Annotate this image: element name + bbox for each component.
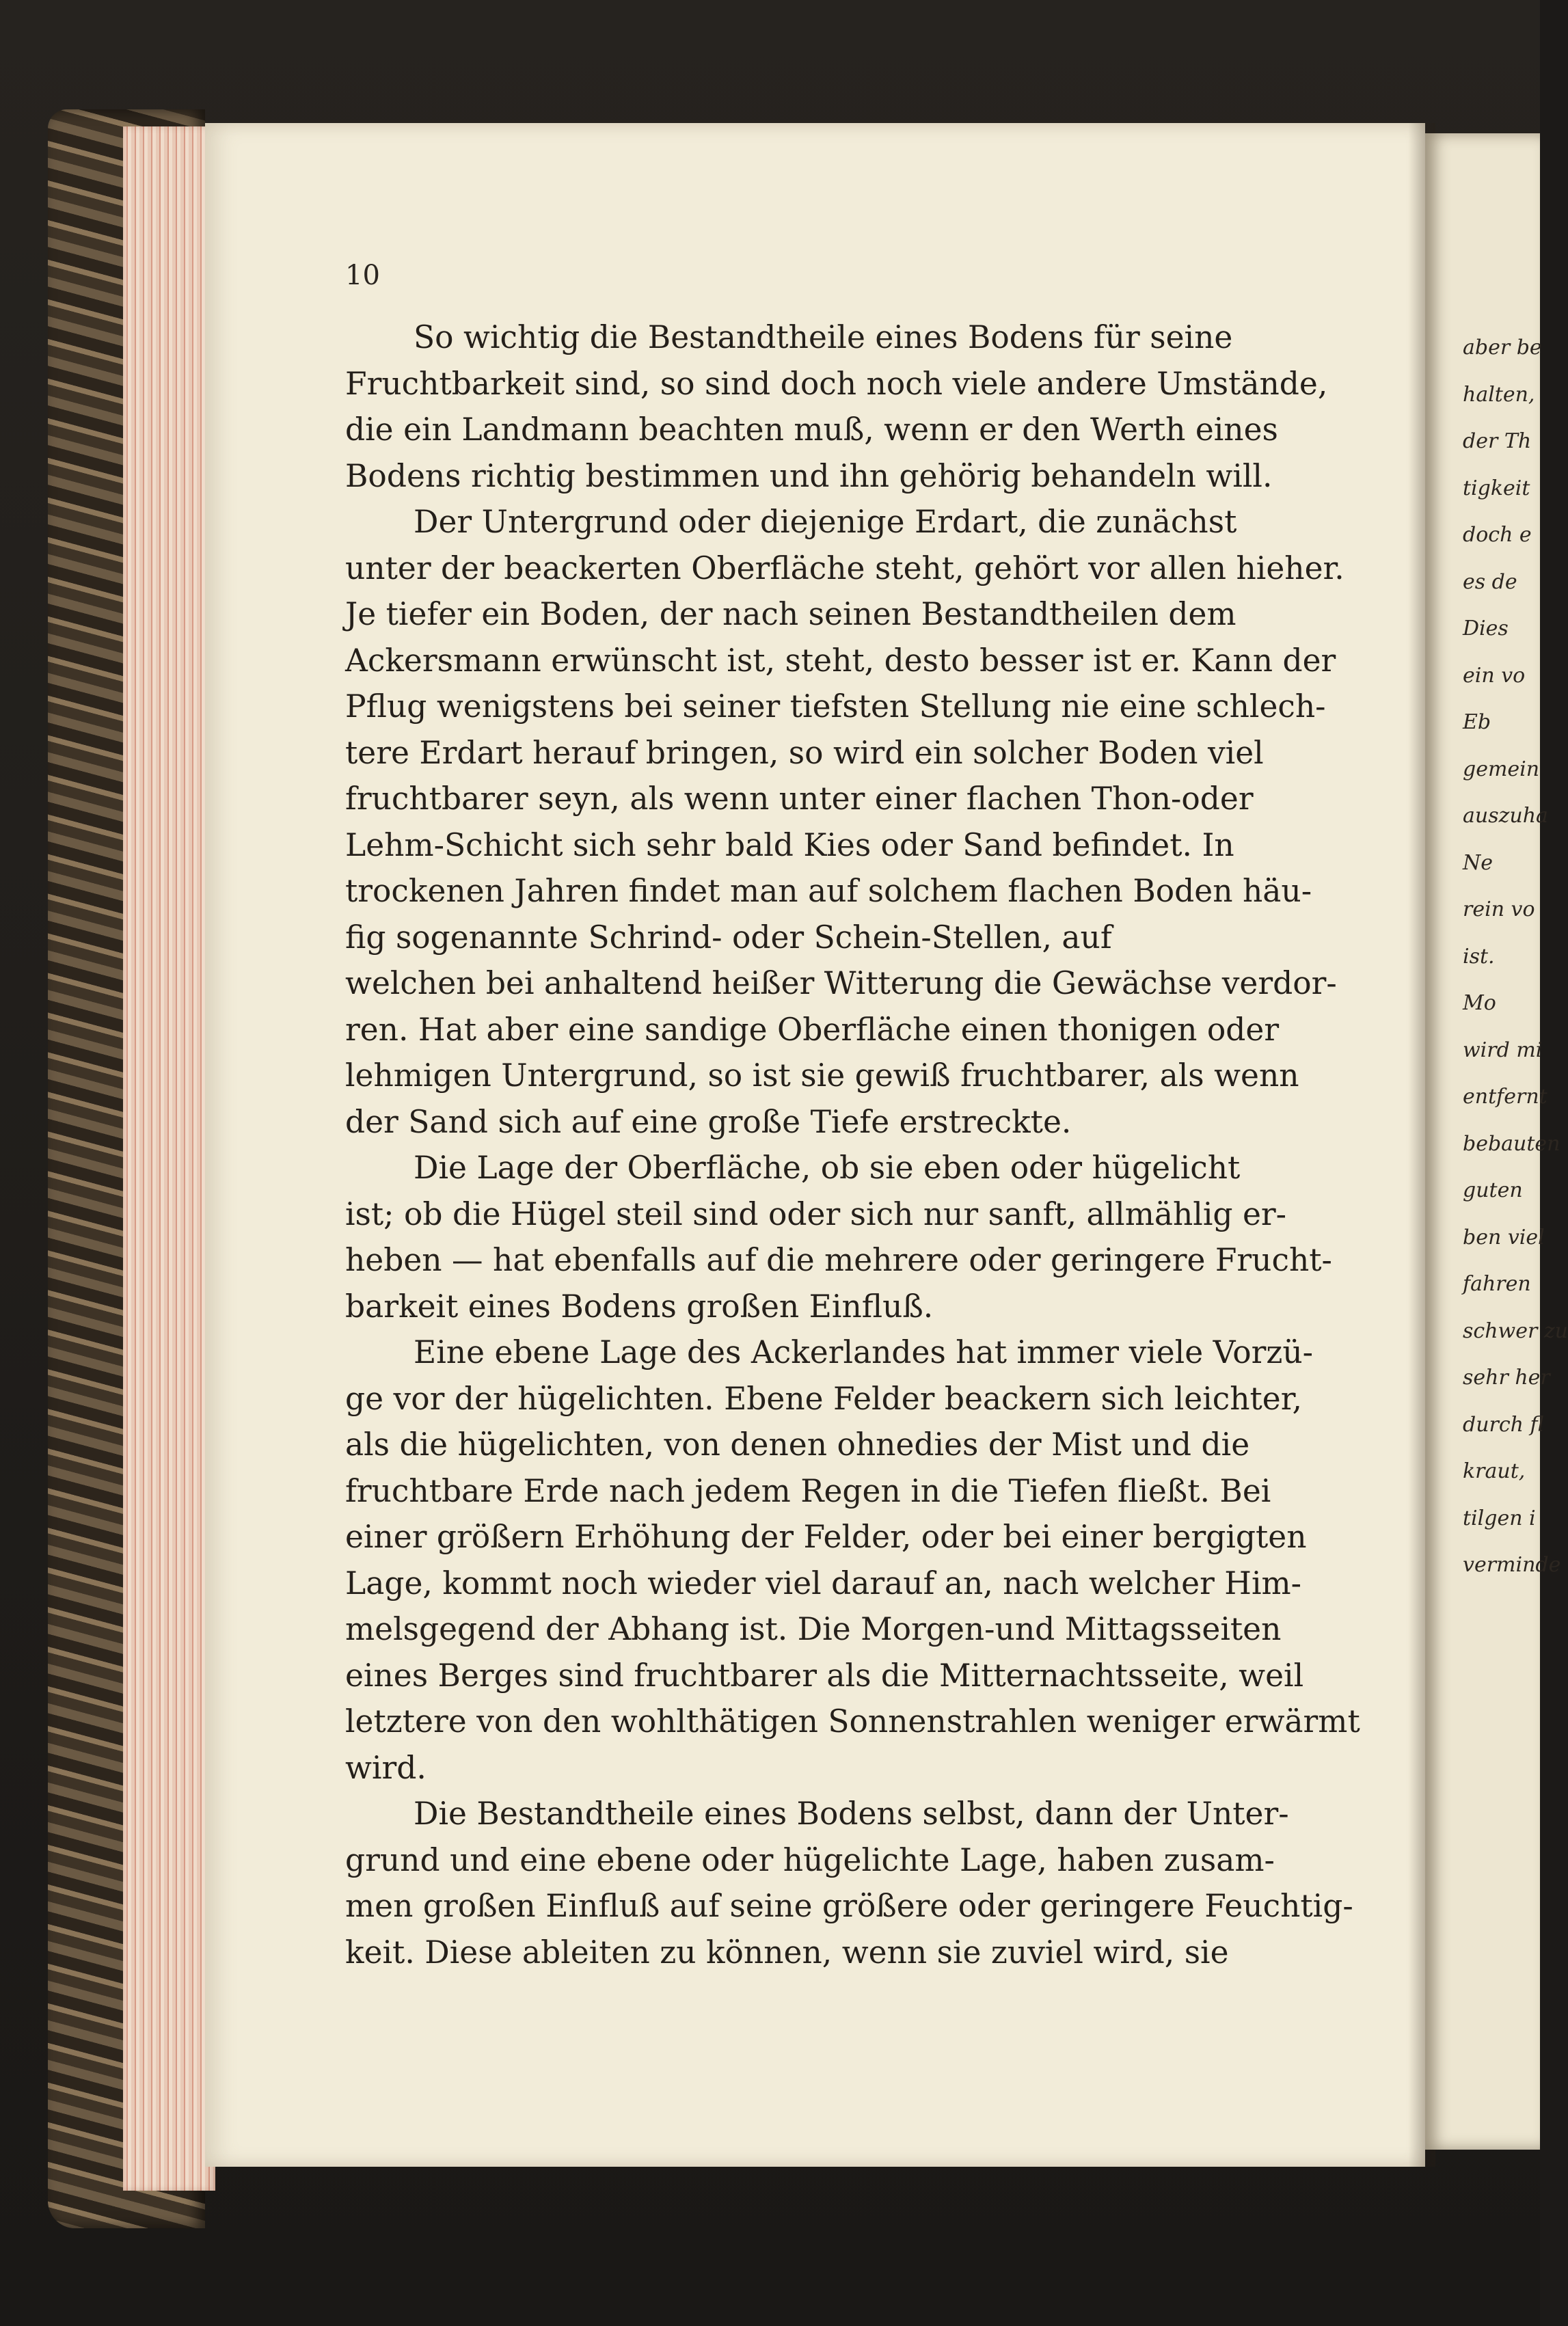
fragment-line: tilgen i xyxy=(1463,1506,1536,1530)
page-edges xyxy=(123,126,215,2191)
fragment-line: der Th xyxy=(1463,429,1532,453)
fragment-line: entfernt xyxy=(1463,1085,1547,1109)
text-line: Die Bestandtheile eines Bodens selbst, dann der Unter- xyxy=(414,1796,1289,1832)
text-line: fruchtbarer seyn, als wenn unter einer flachen Thon-oder xyxy=(345,781,1254,817)
text-line: fig sogenannte Schrind- oder Schein-Stellen, auf xyxy=(345,919,1112,956)
fragment-line: auszuha xyxy=(1463,804,1548,828)
text-line: Ackersmann erwünscht ist, steht, desto besser ist er. Kann der xyxy=(345,642,1336,679)
text-line: als die hügelichten, von denen ohnedies der Mist und die xyxy=(345,1426,1250,1463)
text-line: einer größern Erhöhung der Felder, oder bei einer bergigten xyxy=(345,1519,1307,1555)
text-line: ren. Hat aber eine sandige Oberfläche einen thonigen oder xyxy=(345,1011,1280,1048)
fragment-line: rein vo xyxy=(1463,897,1535,921)
fragment-line: guten xyxy=(1463,1178,1523,1202)
text-line: letztere von den wohlthätigen Sonnenstrahlen weniger erwärmt xyxy=(345,1703,1360,1740)
fragment-line: verminde xyxy=(1463,1553,1561,1577)
text-line: ge vor der hügelichten. Ebene Felder beackern sich leichter, xyxy=(345,1380,1302,1417)
fragment-line: wird mi xyxy=(1463,1038,1543,1062)
text-line: Der Untergrund oder diejenige Erdart, die zunächst xyxy=(414,504,1237,540)
text-line: heben — hat ebenfalls auf die mehrere oder geringere Frucht- xyxy=(345,1242,1332,1278)
text-line: welchen bei anhaltend heißer Witterung die Gewächse verdor- xyxy=(345,965,1337,1001)
fragment-line: Ne xyxy=(1463,850,1493,875)
text-line: Fruchtbarkeit sind, so sind doch noch viele andere Umstände, xyxy=(345,365,1328,402)
text-line: grund und eine ebene oder hügelichte Lage, haben zusam- xyxy=(345,1841,1275,1878)
text-line: trockenen Jahren findet man auf solchem flachen Boden häu- xyxy=(345,873,1312,909)
fragment-line: Mo xyxy=(1463,991,1496,1015)
text-line: melsgegend der Abhang ist. Die Morgen-und Mittagsseiten xyxy=(345,1611,1282,1647)
fragment-line: tigkeit xyxy=(1463,476,1530,500)
fragment-line: ist. xyxy=(1463,944,1495,969)
text-line: unter der beackerten Oberfläche steht, gehört vor allen hieher. xyxy=(345,550,1344,586)
fragment-line: kraut, xyxy=(1463,1459,1526,1483)
fragment-line: durch fl xyxy=(1463,1412,1544,1437)
text-line: Eine ebene Lage des Ackerlandes hat immer viele Vorzü- xyxy=(414,1334,1314,1370)
text-line: Pflug wenigstens bei seiner tiefsten Stellung nie eine schlech- xyxy=(345,688,1326,725)
page-number: 10 xyxy=(345,260,380,291)
fragment-line: fahren xyxy=(1463,1272,1531,1296)
fragment-line: es de xyxy=(1463,569,1517,594)
text-line: So wichtig die Bestandtheile eines Bodens für seine xyxy=(414,319,1233,355)
fragment-line: Dies xyxy=(1463,617,1509,640)
text-line: barkeit eines Bodens großen Einfluß. xyxy=(345,1288,934,1325)
text-line: die ein Landmann beachten muß, wenn er den Werth eines xyxy=(345,411,1278,448)
fragment-line: ein vo xyxy=(1463,663,1526,688)
text-line: Lage, kommt noch wieder viel darauf an, nach welcher Him- xyxy=(345,1565,1302,1601)
text-line: Je tiefer ein Boden, der nach seinen Bestandtheilen dem xyxy=(345,596,1236,632)
page-text xyxy=(345,314,1360,1975)
text-line: keit. Diese ableiten zu können, wenn sie zuviel wird, sie xyxy=(345,1934,1229,1971)
text-line: wird. xyxy=(345,1749,427,1786)
text-line: der Sand sich auf eine große Tiefe erstreckte. xyxy=(345,1103,1072,1140)
fragment-line: sehr her xyxy=(1463,1366,1550,1390)
facing-page-text xyxy=(1463,325,1568,1589)
text-line: tere Erdart herauf bringen, so wird ein solcher Boden viel xyxy=(345,734,1264,771)
fragment-line: ben viel xyxy=(1463,1225,1545,1249)
text-line: fruchtbare Erde nach jedem Regen in die Tiefen fließt. Bei xyxy=(345,1472,1271,1509)
text-line: Die Lage der Oberfläche, ob sie eben oder hügelicht xyxy=(414,1150,1241,1186)
fragment-line: bebauten xyxy=(1463,1131,1560,1156)
fragment-line: aber be xyxy=(1463,336,1542,360)
text-line: lehmigen Untergrund, so ist sie gewiß fruchtbarer, als wenn xyxy=(345,1057,1299,1094)
text-line: Bodens richtig bestimmen und ihn gehörig behandeln will. xyxy=(345,457,1273,494)
fragment-line: halten, xyxy=(1463,382,1535,407)
text-line: men großen Einfluß auf seine größere oder geringere Feuchtig- xyxy=(345,1888,1353,1924)
fragment-line: gemein xyxy=(1463,757,1540,781)
fragment-line: schwer zu xyxy=(1463,1318,1568,1343)
text-line: ist; ob die Hügel steil sind oder sich nur sanft, allmählig er- xyxy=(345,1195,1287,1232)
text-line: eines Berges sind fruchtbarer als die Mitternachtsseite, weil xyxy=(345,1657,1304,1694)
text-line: Lehm-Schicht sich sehr bald Kies oder Sand befindet. In xyxy=(345,826,1234,863)
fragment-line: doch e xyxy=(1463,523,1532,547)
fragment-line: Eb xyxy=(1463,710,1491,734)
